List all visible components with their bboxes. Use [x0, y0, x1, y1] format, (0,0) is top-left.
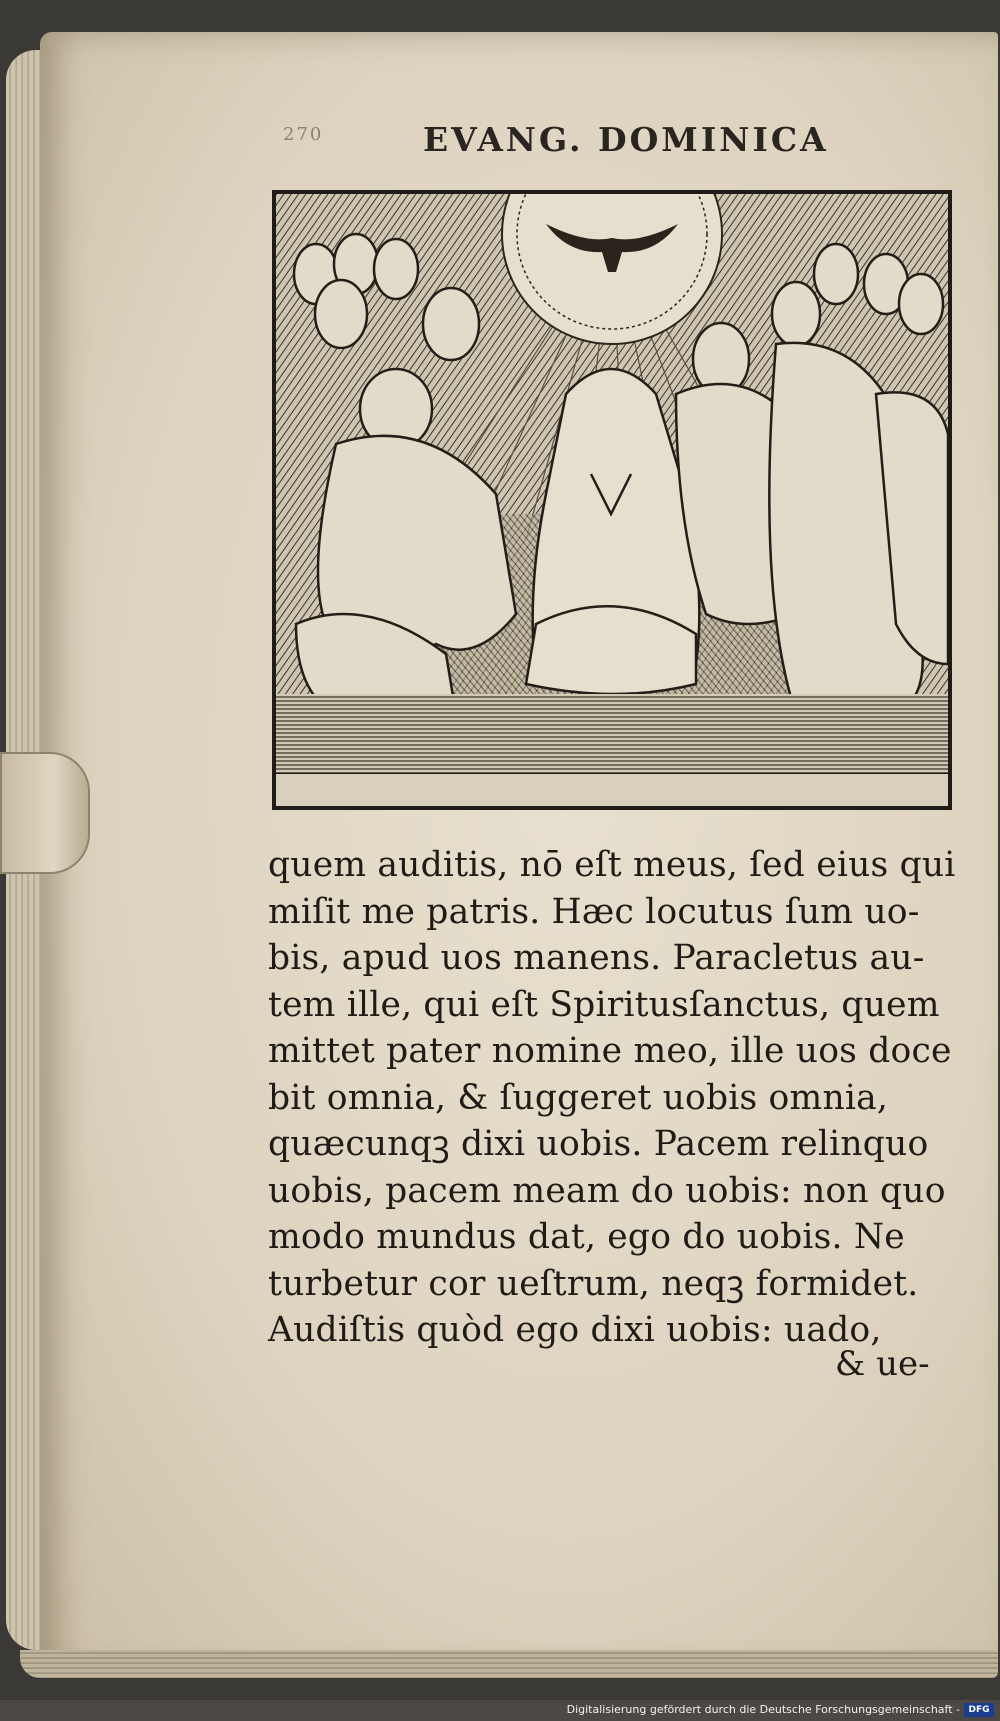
text-line: bis, apud uos manens. Paracletus au- [268, 938, 925, 978]
text-line: quem auditis, nō eſt meus, ſed eius qui [268, 845, 956, 885]
text-line: turbetur cor ueſtrum, neqꝫ formidet. [268, 1263, 919, 1304]
page-bottom-edge [20, 1650, 998, 1678]
text-line: quæcunqꝫ dixi uobis. Pacem relinquo [268, 1124, 929, 1164]
text-line: tem ille, qui eſt Spiritusſanctus, quem [268, 984, 940, 1025]
text-line: mittet pater nomine meo, ille uos doce [268, 1031, 952, 1071]
running-head-title: EVANG. DOMINICA [423, 120, 829, 159]
woodcut-illustration [272, 190, 952, 810]
dfg-logo-icon: DFG [964, 1703, 994, 1717]
woodcut-drawing [276, 194, 948, 806]
text-line: bit omnia, & ſuggeret uobis omnia, [268, 1077, 889, 1118]
catchword: & ue- [835, 1344, 930, 1384]
text-line: miſit me patris. Hæc locutus ſum uo- [268, 891, 920, 932]
page-number: 270 [283, 124, 324, 145]
text-line: uobis, pacem meam do uobis: non quo [268, 1170, 946, 1211]
footer-credit: Digitalisierung gefördert durch die Deutsche Forschungsgemeinschaft - [566, 1703, 960, 1716]
text-line: Audiſtis quòd ego dixi uobis: uado, [268, 1310, 882, 1350]
text-line: modo mundus dat, ego do uobis. Ne [268, 1217, 905, 1257]
book-clasp [0, 752, 90, 874]
running-head [283, 118, 843, 168]
body-text [268, 842, 958, 1354]
